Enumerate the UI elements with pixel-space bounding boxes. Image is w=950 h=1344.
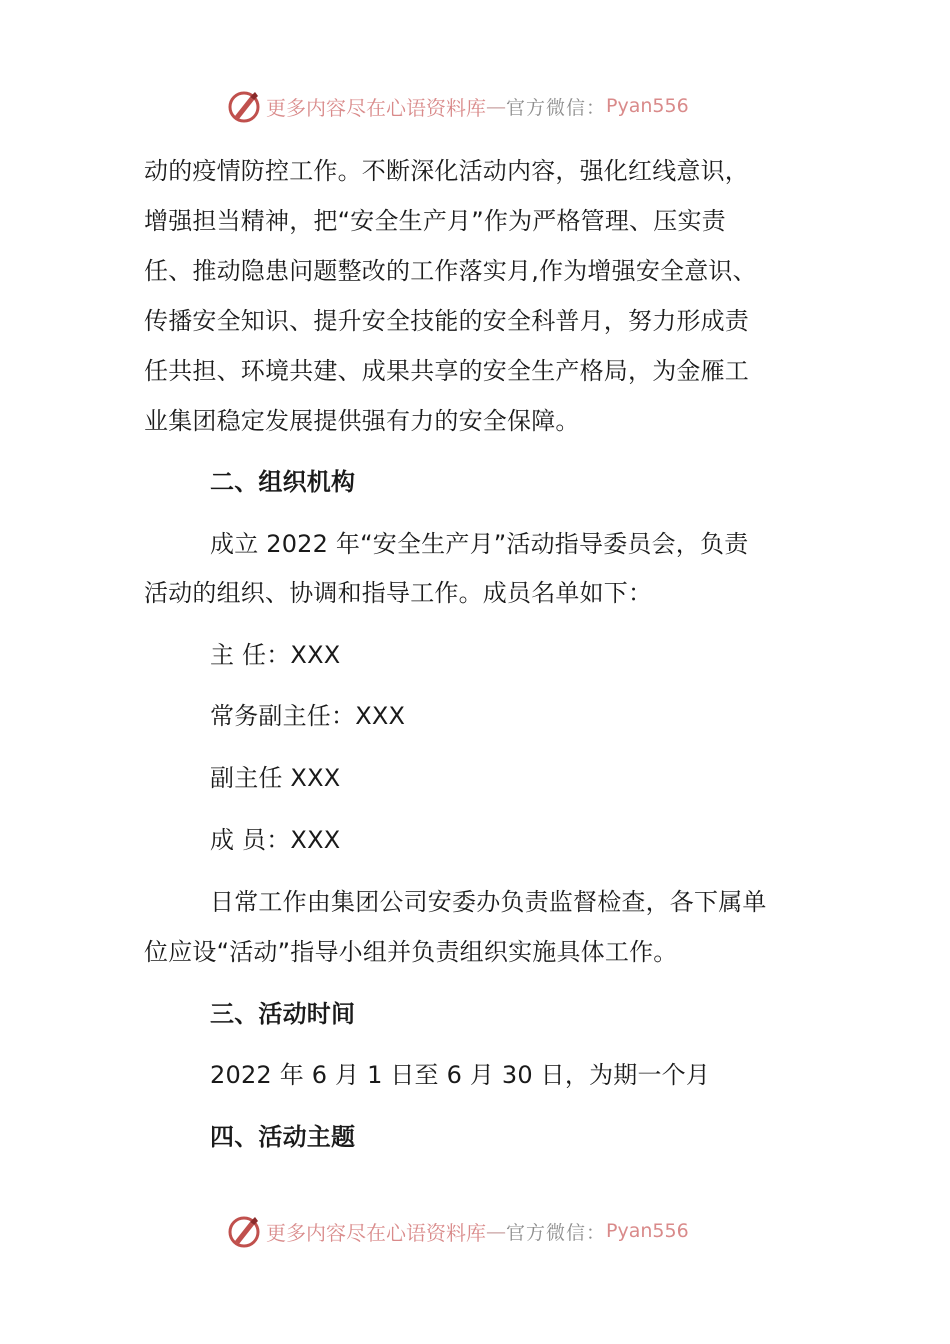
banner-dash: —: [486, 1219, 506, 1243]
paragraph-line: 增强担当精神，把“安全生产月”作为严格管理、压实责: [144, 207, 726, 235]
paragraph-line: 任、推动隐患问题整改的工作落实月,作为增强安全意识、: [144, 257, 757, 285]
paragraph-line: 位应设“活动”指导小组并负责组织实施具体工作。: [144, 938, 678, 966]
member-executive-deputy: 常务副主任：XXX: [210, 702, 406, 730]
banner-wechat-label: 官方微信：: [506, 1221, 607, 1244]
banner-text: 更多内容尽在心语资料库: [266, 1220, 486, 1245]
section-heading-theme: 四、活动主题: [210, 1123, 356, 1151]
member-members: 成 员：XXX: [210, 826, 341, 854]
paragraph-line: 传播安全知识、提升安全技能的安全科普月，努力形成责: [144, 307, 749, 335]
footer-watermark-banner: [226, 1211, 689, 1251]
banner-dash: —: [486, 94, 506, 118]
section-heading-time: 三、活动时间: [210, 1000, 356, 1028]
member-deputy: 副主任 XXX: [210, 764, 341, 792]
paragraph-line: 任共担、环境共建、成果共享的安全生产格局，为金雁工: [144, 357, 749, 385]
header-watermark-banner: [226, 86, 689, 126]
section-heading-organization: 二、组织机构: [210, 468, 356, 496]
paragraph-line: 日常工作由集团公司安委办负责监督检查，各下属单: [210, 888, 767, 916]
banner-wechat-id: Pyan556: [606, 95, 689, 117]
paragraph-line: 活动的组织、协调和指导工作。成员名单如下：: [144, 579, 653, 607]
pen-circle-logo-icon: [226, 88, 262, 124]
activity-period: 2022 年 6 月 1 日至 6 月 30 日，为期一个月: [210, 1061, 711, 1089]
banner-wechat-label: 官方微信：: [506, 96, 607, 119]
paragraph-line: 动的疫情防控工作。不断深化活动内容，强化红线意识，: [144, 157, 749, 185]
pen-circle-logo-icon: [226, 1213, 262, 1249]
paragraph-line: 业集团稳定发展提供强有力的安全保障。: [144, 407, 580, 435]
paragraph-line: 成立 2022 年“安全生产月”活动指导委员会，负责: [210, 530, 749, 558]
banner-wechat-id: Pyan556: [606, 1220, 689, 1242]
banner-text: 更多内容尽在心语资料库: [266, 95, 486, 120]
member-director: 主 任：XXX: [210, 641, 341, 669]
